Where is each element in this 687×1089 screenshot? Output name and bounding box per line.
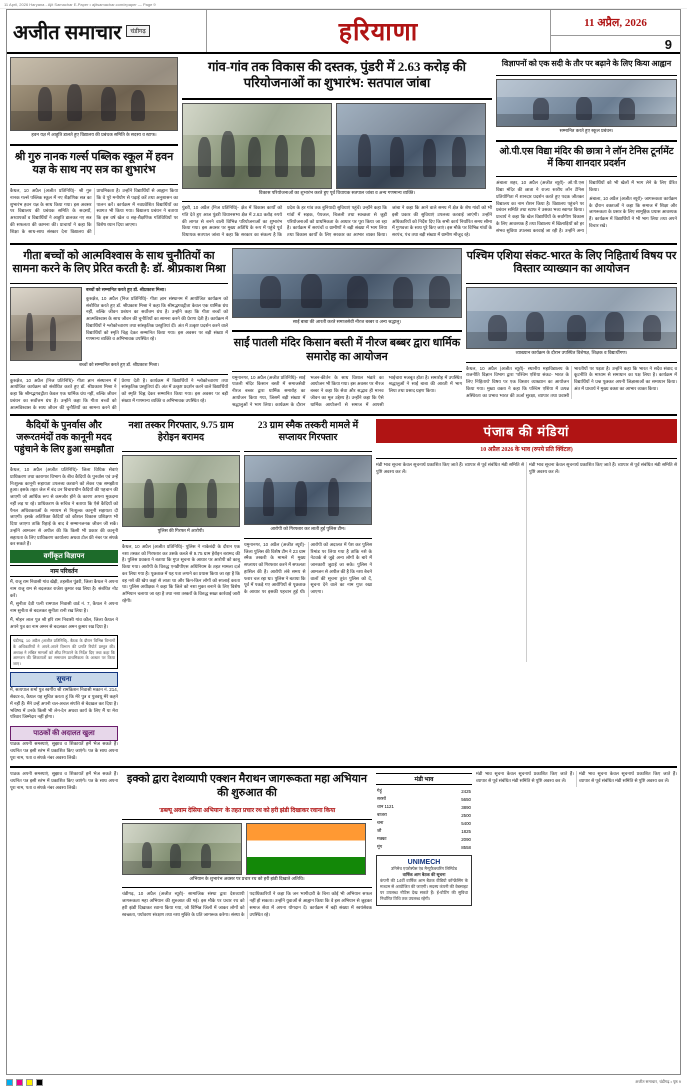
mandi-note-2: मंडी भाव सूचना केवल सूचनार्थ प्रकाशित किए जाते हैं। व्यापार से पूर्व संबंधित मंडी समिति से पुष्टि अवश्य कर लें। — [529, 462, 677, 475]
headline-drugs: नशा तस्कर गिरफ्तार, 9.75 ग्राम हेरोइन बरामद — [128, 421, 234, 444]
photo-caption-drugs: पुलिस की गिरफ्त में आरोपी। — [157, 528, 205, 534]
column-mandi-side — [376, 771, 472, 919]
classified-item-1: मैं, सुनीता देवी पत्नी रामपाल निवासी वार्ड नं. 7, कैथल ने अपना नाम सुनीता से बदलकर सुनीता रानी रख लिया है। — [10, 601, 118, 614]
mandi-crop-5: जौ — [377, 828, 382, 834]
body-drugs-text: कैथल, 10 अप्रैल (अजीत प्रतिनिधि)- पुलिस ने नाकेबंदी के दौरान एक नशा तस्कर को गिरफ्तार कर उसके कब्जे से 9.75 ग्राम हेरोइन बरामद की है। पुलिस प्रवक्ता ने बताया कि गुप्त सूचना के आधार पर आरोपी को काबू किया गया। आरोपी के विरुद्ध एनडीपीएस अधिनियम के तहत मामला दर्ज कर लिया गया है। पूछताछ में यह पता लगाने का प्रयास किया जा रहा है कि वह नशे की खेप कहां से लाता था और किन-किन लोगों को सप्लाई करता था। पुलिस अधीक्षक ने कहा कि जिले को नशा मुक्त बनाने के लिए विशेष अभियान चलाया जा रहा है तथा नशा तस्करों के विरुद्ध सख्त कार्रवाई जारी रहेगी। — [122, 543, 240, 603]
panel-title-punjab-mandi: पंजाब की मंडियां — [376, 419, 677, 443]
mandi-crop-6: मक्का — [377, 836, 387, 842]
swatch-magenta — [16, 1079, 23, 1086]
edition-badge: चंडीगढ़ — [126, 25, 149, 37]
body-geeta-cont — [10, 378, 228, 412]
notice-head: सूचना — [10, 672, 118, 687]
newspaper-logo: अजीत समाचार — [13, 21, 122, 44]
mandi-crop-7: मूंग — [377, 844, 383, 850]
masthead-logo-area — [7, 10, 207, 52]
table-row — [376, 819, 472, 827]
mandi-crop-2: धान 1121 — [377, 804, 394, 810]
mandi-rate-0: 2425 — [461, 788, 471, 794]
classified-subhead: नाम परिवर्तन — [10, 565, 118, 577]
photo-caption-school: हवन यज्ञ में आहुति डालते हुए विद्यालय की प्रबंधक समिति के सदस्य व स्टाफ। — [31, 132, 157, 137]
issue-date: 11 अप्रैल, 2026 — [551, 10, 680, 36]
photo-drug-arrest — [122, 455, 240, 527]
footer-text: अजीत समाचार, चंडीगढ़ • पृष्ठ 9 — [635, 1079, 681, 1084]
table-row — [376, 843, 472, 851]
mandi-crop-0: गेहूं — [377, 788, 382, 794]
headline-topright: विज्ञापनों को एक सदी के तौर पर बढ़ाने के लिए किया आह्वान — [501, 59, 672, 68]
readers-court-text: पाठक अपनी समस्याएं, सुझाव व शिकायतें हमें भेज सकते हैं। चयनित पत्र इसी स्तंभ में प्रकाशित किए जाएंगे। पत्र के साथ अपना पूरा नाम, पता व संपर्क नंबर अवश्य लिखें। — [10, 741, 118, 760]
headline-temple: साईं पातली मंदिर किसान बस्ती में नीरज बब्बर द्वारा धार्मिक समारोह का आयोजन — [233, 337, 461, 363]
masthead-right — [550, 10, 680, 52]
subhead-ngo: 'डब्ल्यू अवाम देसिया अभियान' के तहत प्रचार रथ को हरी झंडी दिखाकर रवाना किया — [158, 807, 336, 814]
column-ngo — [122, 771, 372, 919]
headline-seminar: पश्चिम एशिया संकट-भारत के लिए निहितार्थ विषय पर विस्तार व्याख्यान का आयोजन — [466, 249, 677, 276]
column-geeta — [10, 248, 228, 412]
ad-body: कंपनी की 14वीं वार्षिक आम बैठक वीडियो कॉन्फ्रेंसिंग के माध्यम से आयोजित की जाएगी। सदस्य कंपनी की वेबसाइट पर उपलब्ध नोटिस देख सकते हैं। ई-वोटिंग की सुविधा निर्धारित तिथि तक उपलब्ध रहेगी। — [380, 878, 468, 901]
table-row — [376, 795, 472, 803]
photo-caption-tennis: सम्मानित करते हुए स्कूल प्रबंधन। — [559, 128, 614, 133]
body-ngo — [122, 891, 372, 919]
headline-smack: 23 ग्राम स्मैक तस्करी मामले में सप्लायर गिरफ्तार — [257, 421, 359, 444]
newspaper-sheet — [6, 9, 681, 1075]
classified-item-0: मैं, राजू राम निवासी गांव खेड़ी, तहसील पुंडरी, जिला कैथल ने अपना नाम राजू राम से बदलकर राजेश कुमार रख लिया है। संबंधित नोट करें। — [10, 579, 118, 598]
photo-lead-inauguration — [336, 103, 486, 189]
body-seminar-text: कैथल, 10 अप्रैल (अजीत ब्यूरो)- स्थानीय महाविद्यालय के राजनीति विज्ञान विभाग द्वारा 'पश्चिम एशिया संकट- भारत के लिए निहितार्थ' विषय पर एक विस्तार व्याख्यान का आयोजन किया गया। मुख्य वक्ता ने कहा कि पश्चिम एशिया में उत्पन्न अस्थिरता का प्रभाव भारत की ऊर्जा सुरक्षा, व्यापार तथा प्रवासी भारतीयों पर पड़ता है। उन्होंने कहा कि भारत ने सदैव संवाद व कूटनीति के माध्यम से समाधान का पक्ष लिया है। कार्यक्रम में विद्यार्थियों ने प्रश्न पूछकर अपनी जिज्ञासाओं का समाधान किया। अंत में प्राचार्य ने मुख्य वक्ता का आभार व्यक्त किया। — [466, 365, 677, 398]
mandi-rate-5: 1825 — [461, 828, 471, 834]
table-row — [376, 787, 472, 795]
mandi-rate-table — [376, 787, 472, 851]
body-seminar — [466, 366, 677, 400]
mandi-rate-7: 8558 — [461, 844, 471, 850]
photo-award-ceremony — [496, 79, 677, 127]
byline-geeta: बच्चों को सम्मानित करते हुए डॉ. श्रीप्रकाश मिश्रा। — [86, 287, 166, 293]
mandi-rate-2: 3890 — [461, 804, 471, 810]
swatch-yellow — [26, 1079, 33, 1086]
column-mandi-panel — [376, 419, 677, 763]
browser-tab-bar — [0, 0, 687, 9]
headline-lead: गांव-गांव तक विकास की दस्तक, पुंडरी में 2.63 करोड़ की परियोजनाओं का शुभारंभ: सतपाल जांबा — [207, 59, 466, 91]
page-content — [7, 54, 680, 922]
mandi-rate-text — [376, 462, 677, 662]
photo-geeta-award — [10, 287, 82, 361]
mandi-rate-text-cont — [476, 771, 677, 787]
headline-legalaid: कैदियों के पुनर्वास और जरूरतमंदों तक कानूनी मदद पहुंचाने के लिए हुआ समझौता — [14, 421, 114, 456]
ad-brand: UNIMECH — [407, 859, 441, 867]
body-lead — [182, 205, 492, 239]
page-number: 9 — [664, 36, 672, 52]
mandi-crop-3: बाजरा — [377, 812, 387, 818]
photo-village-event — [10, 57, 178, 131]
mandi-side-head: मंडी भाव — [376, 773, 472, 785]
mandi-rate-6: 2090 — [461, 836, 471, 842]
headline-tennis: ओ.पी.एस विद्या मंदिर की छात्रा ने लॉन टेनिस टूर्नामेंट में किया शानदार प्रदर्शन — [499, 146, 674, 169]
column-drugs — [122, 419, 240, 763]
tricolour-banner — [247, 824, 365, 874]
panel-subtitle-punjab-mandi: 10 अप्रैल 2026 के भाव (रुपये प्रति क्विंटल) — [480, 447, 573, 454]
body-bottom-filler — [10, 771, 118, 793]
masthead-center — [207, 10, 550, 52]
swatch-cyan — [6, 1079, 13, 1086]
body-school-text: कैथल, 10 अप्रैल (अजीत प्रतिनिधि)- श्री गुरु नानक गर्ल्स पब्लिक स्कूल में नए शैक्षणिक सत्र का शुभारंभ हवन यज्ञ के साथ किया गया। इस अवसर पर विद्यालय की प्रबंधक समिति के सदस्यों, अध्यापकों व विद्यार्थियों ने आहुति डालकर नए सत्र की सफलता की कामना की। प्राचार्या ने कहा कि शिक्षा के साथ-साथ संस्कार देना विद्यालय की प्राथमिकता है। उन्होंने विद्यार्थियों से आह्वान किया कि वे पूरे मनोयोग से पढ़ाई करें तथा अनुशासन का पालन करें। कार्यक्रम में नवप्रवेशित विद्यार्थियों का स्वागत भी किया गया। विद्यालय प्रबंधन ने बताया कि इस वर्ष खेल व सह-शैक्षणिक गतिविधियों पर विशेष ध्यान दिया जाएगा। — [10, 188, 178, 234]
mandi-rate-1: 5650 — [461, 796, 471, 802]
body-legalaid-text: कैथल, 10 अप्रैल (अजीत प्रतिनिधि)- जिला विधिक सेवाएं प्राधिकरण तथा कारागार विभाग के बीच कैदियों के पुनर्वास एवं उन्हें निःशुल्क कानूनी सहायता उपलब्ध करवाने को लेकर एक समझौता हुआ। इसके तहत जेल में बंद उन विचाराधीन कैदियों की पहचान की जाएगी जो आर्थिक रूप से कमजोर होने के कारण अपना मुकदमा नहीं लड़ पा रहे। प्राधिकरण के सचिव ने बताया कि ऐसे कैदियों को पैनल अधिवक्ताओं के माध्यम से निःशुल्क कानूनी सहायता दी जाएगी। इसके अतिरिक्त कैदियों को कौशल विकास प्रशिक्षण भी दिया जाएगा ताकि रिहाई के बाद वे सम्मानजनक जीवन जी सकें। उन्होंने आमजन से अपील की कि किसी भी प्रकार की कानूनी सहायता के लिए प्राधिकरण कार्यालय अथवा टोल फ्री नंबर पर संपर्क कर सकते हैं। — [10, 467, 118, 547]
browser-tab-title: 11 April, 2026 Haryana - Ajit Samachar E-Paper • ajitsamachar.com/epaper — Page 9 — [4, 2, 156, 7]
photo-smack-arrest — [244, 455, 372, 525]
classified-section-head: वर्गीकृत विज्ञापन — [10, 550, 118, 563]
body-geeta-text-2: कुरुक्षेत्र, 10 अप्रैल (निज प्रतिनिधि)- गीता ज्ञान संस्थानम में आयोजित कार्यक्रम को संबोधित करते हुए डॉ. श्रीप्रकाश मिश्रा ने कहा कि श्रीमद्भगवद्गीता केवल एक धार्मिक ग्रंथ नहीं, बल्कि जीवन प्रबंधन का सर्वोत्तम ग्रंथ है। उन्होंने कहा कि गीता बच्चों को आत्मविश्वास के साथ जीवन की चुनौतियों का सामना करने की प्रेरणा देती है। कार्यक्रम में विद्यार्थियों ने श्लोकोच्चारण तथा सांस्कृतिक प्रस्तुतियां दीं। अंत में उत्कृष्ट प्रदर्शन करने वाले विद्यार्थियों को स्मृति चिह्न देकर सम्मानित किया गया। इस अवसर पर बड़ी संख्या में गणमान्य व्यक्ति व अभिभावक उपस्थित रहे। — [10, 377, 228, 410]
classified-list — [10, 579, 118, 632]
band-middle — [10, 248, 677, 412]
photo-caption-seminar: व्याख्यान कार्यक्रम के दौरान उपस्थित विशेषज्ञ, शिक्षक व विद्यार्थीगण। — [515, 350, 628, 356]
mandi-note-3: मंडी भाव सूचना केवल सूचनार्थ प्रकाशित किए जाते हैं। व्यापार से पूर्व संबंधित मंडी समिति से पुष्टि अवश्य कर लें। — [476, 771, 574, 784]
masthead — [7, 10, 680, 54]
body-tennis — [496, 180, 677, 234]
table-row — [376, 803, 472, 811]
body-smack — [244, 542, 372, 597]
body-temple-text: यमुनानगर, 10 अप्रैल (अजीत प्रतिनिधि)- साईं पातली मंदिर किसान बस्ती में समाजसेवी नीरज बब्बर द्वारा धार्मिक समारोह का आयोजन किया गया, जिसमें बड़ी संख्या में श्रद्धालुओं ने भाग लिया। कार्यक्रम के दौरान भजन-कीर्तन के साथ विशाल भंडारे का आयोजन भी किया गया। इस अवसर पर नीरज बब्बर ने कहा कि सेवा और सद्भाव ही मानव जीवन का मूल उद्देश्य है। उन्होंने कहा कि ऐसे धार्मिक आयोजनों से समाज में आपसी भाईचारा मजबूत होता है। समारोह में उपस्थित श्रद्धालुओं ने साईं बाबा की आरती में भाग लिया तथा प्रसाद ग्रहण किया। — [232, 374, 462, 407]
ad-line2: वार्षिक आम बैठक की सूचना — [402, 872, 446, 878]
ad-line1: उनिमेच एयरोस्पेस एंड मैन्युफैक्चरिंग लिमिटेड — [391, 866, 457, 872]
readers-court-head: पाठकों की अदालत खुला — [10, 726, 118, 741]
body-bottom-filler-text: पाठक अपनी समस्याएं, सुझाव व शिकायतें हमें भेज सकते हैं। चयनित पत्र इसी स्तंभ में प्रकाशित किए जाएंगे। पत्र के साथ अपना पूरा नाम, पता व संपर्क नंबर अवश्य लिखें। — [10, 771, 118, 790]
photo-caption-ngo: अभियान के शुभारंभ अवसर पर प्रचार रथ को हरी झंडी दिखाते अतिथि। — [189, 875, 305, 881]
column-seminar — [466, 248, 677, 412]
column-center-top — [182, 57, 492, 240]
body-school — [10, 188, 178, 235]
body-topright-text: अंबाला, 10 अप्रैल (अजीत ब्यूरो)- जागरूकता कार्यक्रम के दौरान वक्ताओं ने कहा कि समाज में शिक्षा और जागरूकता के प्रसार के लिए सामूहिक प्रयास आवश्यक हैं। कार्यक्रम में विद्यार्थियों ने भी भाग लिया तथा अपने विचार रखे। — [589, 195, 677, 228]
photo-temple-event — [232, 248, 462, 318]
mandi-note-4: मंडी भाव सूचना केवल सूचनार्थ प्रकाशित किए जाते हैं। व्यापार से पूर्व संबंधित मंडी समिति से पुष्टि अवश्य कर लें। — [579, 771, 677, 784]
body-drugs — [122, 544, 240, 607]
advertisement-unimech — [376, 855, 472, 905]
column-temple — [232, 248, 462, 412]
table-row — [376, 827, 472, 835]
body-smack-text: यमुनानगर, 10 अप्रैल (अजीत ब्यूरो)- जिला पुलिस की विशेष टीम ने 23 ग्राम स्मैक तस्करी के मामले में मुख्य सप्लायर को गिरफ्तार करने में सफलता हासिल की है। आरोपी लंबे समय से फरार चल रहा था। पुलिस ने बताया कि पूर्व में पकड़े गए आरोपियों से पूछताछ के आधार पर इसकी पहचान हुई थी। आरोपी को अदालत में पेश कर पुलिस रिमांड पर लिया गया है ताकि नशे के नेटवर्क से जुड़े अन्य लोगों के बारे में जानकारी जुटाई जा सके। पुलिस ने आमजन से अपील की है कि नशा बेचने वालों की सूचना तुरंत पुलिस को दें, सूचना देने वाले का नाम गुप्त रखा जाएगा। — [244, 541, 372, 595]
meeting-note-text: चंडीगढ़, 10 अप्रैल (अजीत प्रतिनिधि)- बैठक के दौरान विभिन्न विभागों के अधिकारियों ने अपने-अपने विभाग की प्रगति रिपोर्ट प्रस्तुत की। अध्यक्ष ने लंबित मामलों को शीघ्र निपटाने के निर्देश दिए तथा कहा कि आमजन की शिकायतों का समाधान प्राथमिकता के आधार पर किया जाए। — [13, 638, 115, 666]
body-tennis-text: अंबाला शहर, 10 अप्रैल (अजीत ब्यूरो)- ओ.पी.एस विद्या मंदिर की छात्रा ने राज्य स्तरीय लॉन टेनिस प्रतियोगिता में शानदार प्रदर्शन करते हुए पदक जीतकर विद्यालय का नाम रोशन किया है। विद्यालय पहुंचने पर प्रबंधन समिति तथा स्टाफ ने उसका भव्य स्वागत किया। प्राचार्य ने कहा कि खेल विद्यार्थियों के सर्वांगीण विकास के लिए आवश्यक हैं तथा विद्यालय में खिलाड़ियों को हर संभव सुविधा उपलब्ध करवाई जा रही है। उन्होंने अन्य विद्यार्थियों को भी खेलों में भाग लेने के लिए प्रेरित किया। — [496, 180, 677, 233]
body-legalaid — [10, 467, 118, 550]
readers-court-body — [10, 741, 118, 763]
mandi-crop-4: चना — [377, 820, 384, 826]
band-bottom — [10, 771, 677, 919]
band-top — [10, 57, 677, 240]
photo-seminar — [466, 287, 677, 349]
page-title: हरियाणा — [338, 19, 419, 46]
photo-lead-ceremony — [182, 103, 332, 189]
meeting-note-box — [10, 635, 118, 669]
photo-ngo-flagoff — [122, 823, 242, 875]
column-legalaid — [10, 419, 118, 763]
classified-item-2: मैं, मोहन लाल पुत्र श्री हरि राम निवासी गांव कौल, जिला कैथल ने अपने पुत्र का नाम अमन से बदलकर अमन कुमार रख दिया है। — [10, 616, 118, 629]
notice-text: मैं, सत्यपाल शर्मा पुत्र स्वर्गीय श्री रामकिशन निवासी मकान नं. 214, सेक्टर-5, कैथल यह सूचित करता हूं कि मेरे पुत्र व पुत्रवधू मेरे कहने में नहीं हैं। मैंने उन्हें अपनी चल-अचल संपत्ति से बेदखल कर दिया है। भविष्य में उनके किसी भी लेन-देन अथवा कार्य के लिए मैं या मेरा परिवार जिम्मेदार नहीं होगा। — [10, 687, 118, 720]
notice-body — [10, 687, 118, 723]
mandi-note: मंडी भाव सूचना केवल सूचनार्थ प्रकाशित किए जाते हैं। व्यापार से पूर्व संबंधित मंडी समिति से पुष्टि अवश्य कर लें। — [376, 462, 524, 475]
headline-school: श्री गुरु नानक गर्ल्स पब्लिक स्कूल में हवन यज्ञ के साथ नए सत्र का शुभारंभ — [14, 150, 174, 177]
body-ngo-text: चंडीगढ़, 10 अप्रैल (अजीत ब्यूरो)- सामाजिक संस्था द्वारा देशव्यापी जागरूकता महा अभियान की शुरुआत की गई। इस मौके पर प्रचार रथ को हरी झंडी दिखाकर रवाना किया गया, जो विभिन्न जिलों में जाकर लोगों को स्वच्छता, पर्यावरण संरक्षण तथा नशा मुक्ति के प्रति जागरूक करेगा। संस्था के पदाधिकारियों ने कहा कि जन भागीदारी के बिना कोई भी अभियान सफल नहीं हो सकता। उन्होंने युवाओं से आह्वान किया कि वे इस अभियान से जुड़कर समाज सेवा में अपना योगदान दें। कार्यक्रम में बड़ी संख्या में स्वयंसेवक उपस्थित रहे। — [122, 891, 372, 917]
photo-caption-geeta: बच्चों को सम्मानित करते हुए डॉ. श्रीप्रकाश मिश्रा। — [79, 362, 159, 368]
photo-caption-lead: विकास परियोजनाओं का शुभारंभ करते हुए पूर्व विधायक सतपाल जांबा व अन्य गणमान्य व्यक्ति। — [258, 189, 416, 195]
column-smack — [244, 419, 372, 763]
mandi-rate-4: 5400 — [461, 820, 471, 826]
mandi-rate-3: 2500 — [461, 812, 471, 818]
table-row — [376, 811, 472, 819]
print-registration-bar — [6, 1077, 681, 1087]
body-geeta-text: कुरुक्षेत्र, 10 अप्रैल (निज प्रतिनिधि)- गीता ज्ञान संस्थानम में आयोजित कार्यक्रम को संबोधित करते हुए डॉ. श्रीप्रकाश मिश्रा ने कहा कि श्रीमद्भगवद्गीता केवल एक धार्मिक ग्रंथ नहीं, बल्कि जीवन प्रबंधन का सर्वोत्तम ग्रंथ है। उन्होंने कहा कि गीता बच्चों को आत्मविश्वास के साथ जीवन की चुनौतियों का सामना करने की प्रेरणा देती है। कार्यक्रम में विद्यार्थियों ने श्लोकोच्चारण तथा सांस्कृतिक प्रस्तुतियां दीं। अंत में उत्कृष्ट प्रदर्शन करने वाले विद्यार्थियों को स्मृति चिह्न देकर सम्मानित किया गया। इस अवसर पर बड़ी संख्या में गणमान्य व्यक्ति व अभिभावक उपस्थित रहे। — [86, 295, 228, 342]
mandi-crop-1: सरसों — [377, 796, 386, 802]
body-temple — [232, 375, 462, 409]
swatch-black — [36, 1079, 43, 1086]
photo-ngo-van — [246, 823, 366, 875]
column-left-top — [10, 57, 178, 240]
body-geeta-intro — [86, 287, 228, 361]
column-right-top — [496, 57, 677, 240]
headline-ngo: इक्को द्वारा देशव्यापी एक्शन मैराथन जागरूकता महा अभियान की शुरुआत की — [127, 773, 367, 800]
column-mandi-panel-cont — [476, 771, 677, 919]
headline-geeta: गीता बच्चों को आत्मविश्वास के साथ चुनौतियों का सामना करने के लिए प्रेरित करती है: डॉ. श्रीप्रकाश मिश्रा — [12, 249, 226, 276]
column-bottom-filler — [10, 771, 118, 919]
body-lead-text: पुंडरी, 10 अप्रैल (निज प्रतिनिधि)- क्षेत्र में विकास कार्यों को गति देते हुए आज पुंडरी विधानसभा क्षेत्र में 2.63 करोड़ रुपये की लागत से बनने वाली विभिन्न परियोजनाओं का शुभारंभ किया गया। इस अवसर पर मुख्य अतिथि के रूप में पहुंचे पूर्व विधायक सतपाल जांबा ने कहा कि सरकार का संकल्प है कि प्रदेश के हर गांव तक बुनियादी सुविधाएं पहुंचें। उन्होंने कहा कि गांवों में सड़क, पेयजल, बिजली तथा स्वच्छता से जुड़ी परियोजनाओं को प्राथमिकता के आधार पर पूरा किया जा रहा है। कार्यक्रम में सरपंचों व ग्रामीणों ने बड़ी संख्या में भाग लिया तथा विकास कार्यों के लिए सरकार का आभार व्यक्त किया। जांबा ने कहा कि आने वाले समय में क्षेत्र के शेष गांवों को भी इसी प्रकार की सुविधाएं उपलब्ध करवाई जाएंगी। उन्होंने अधिकारियों को निर्देश दिए कि सभी कार्य निर्धारित समय सीमा में गुणवत्ता के साथ पूरे किए जाएं। इस मौके पर विभिन्न गांवों के सरपंच, पंच तथा बड़ी संख्या में ग्रामीण मौजूद रहे। — [182, 205, 492, 238]
table-row — [376, 835, 472, 843]
photo-caption-temple: साईं बाबा की आरती करते समाजसेवी नीरज बब्बर व अन्य श्रद्धालु। — [292, 318, 402, 324]
photo-caption-smack: आरोपी को गिरफ्तार कर लाती हुई पुलिस टीम। — [270, 526, 346, 532]
band-lower — [10, 419, 677, 763]
